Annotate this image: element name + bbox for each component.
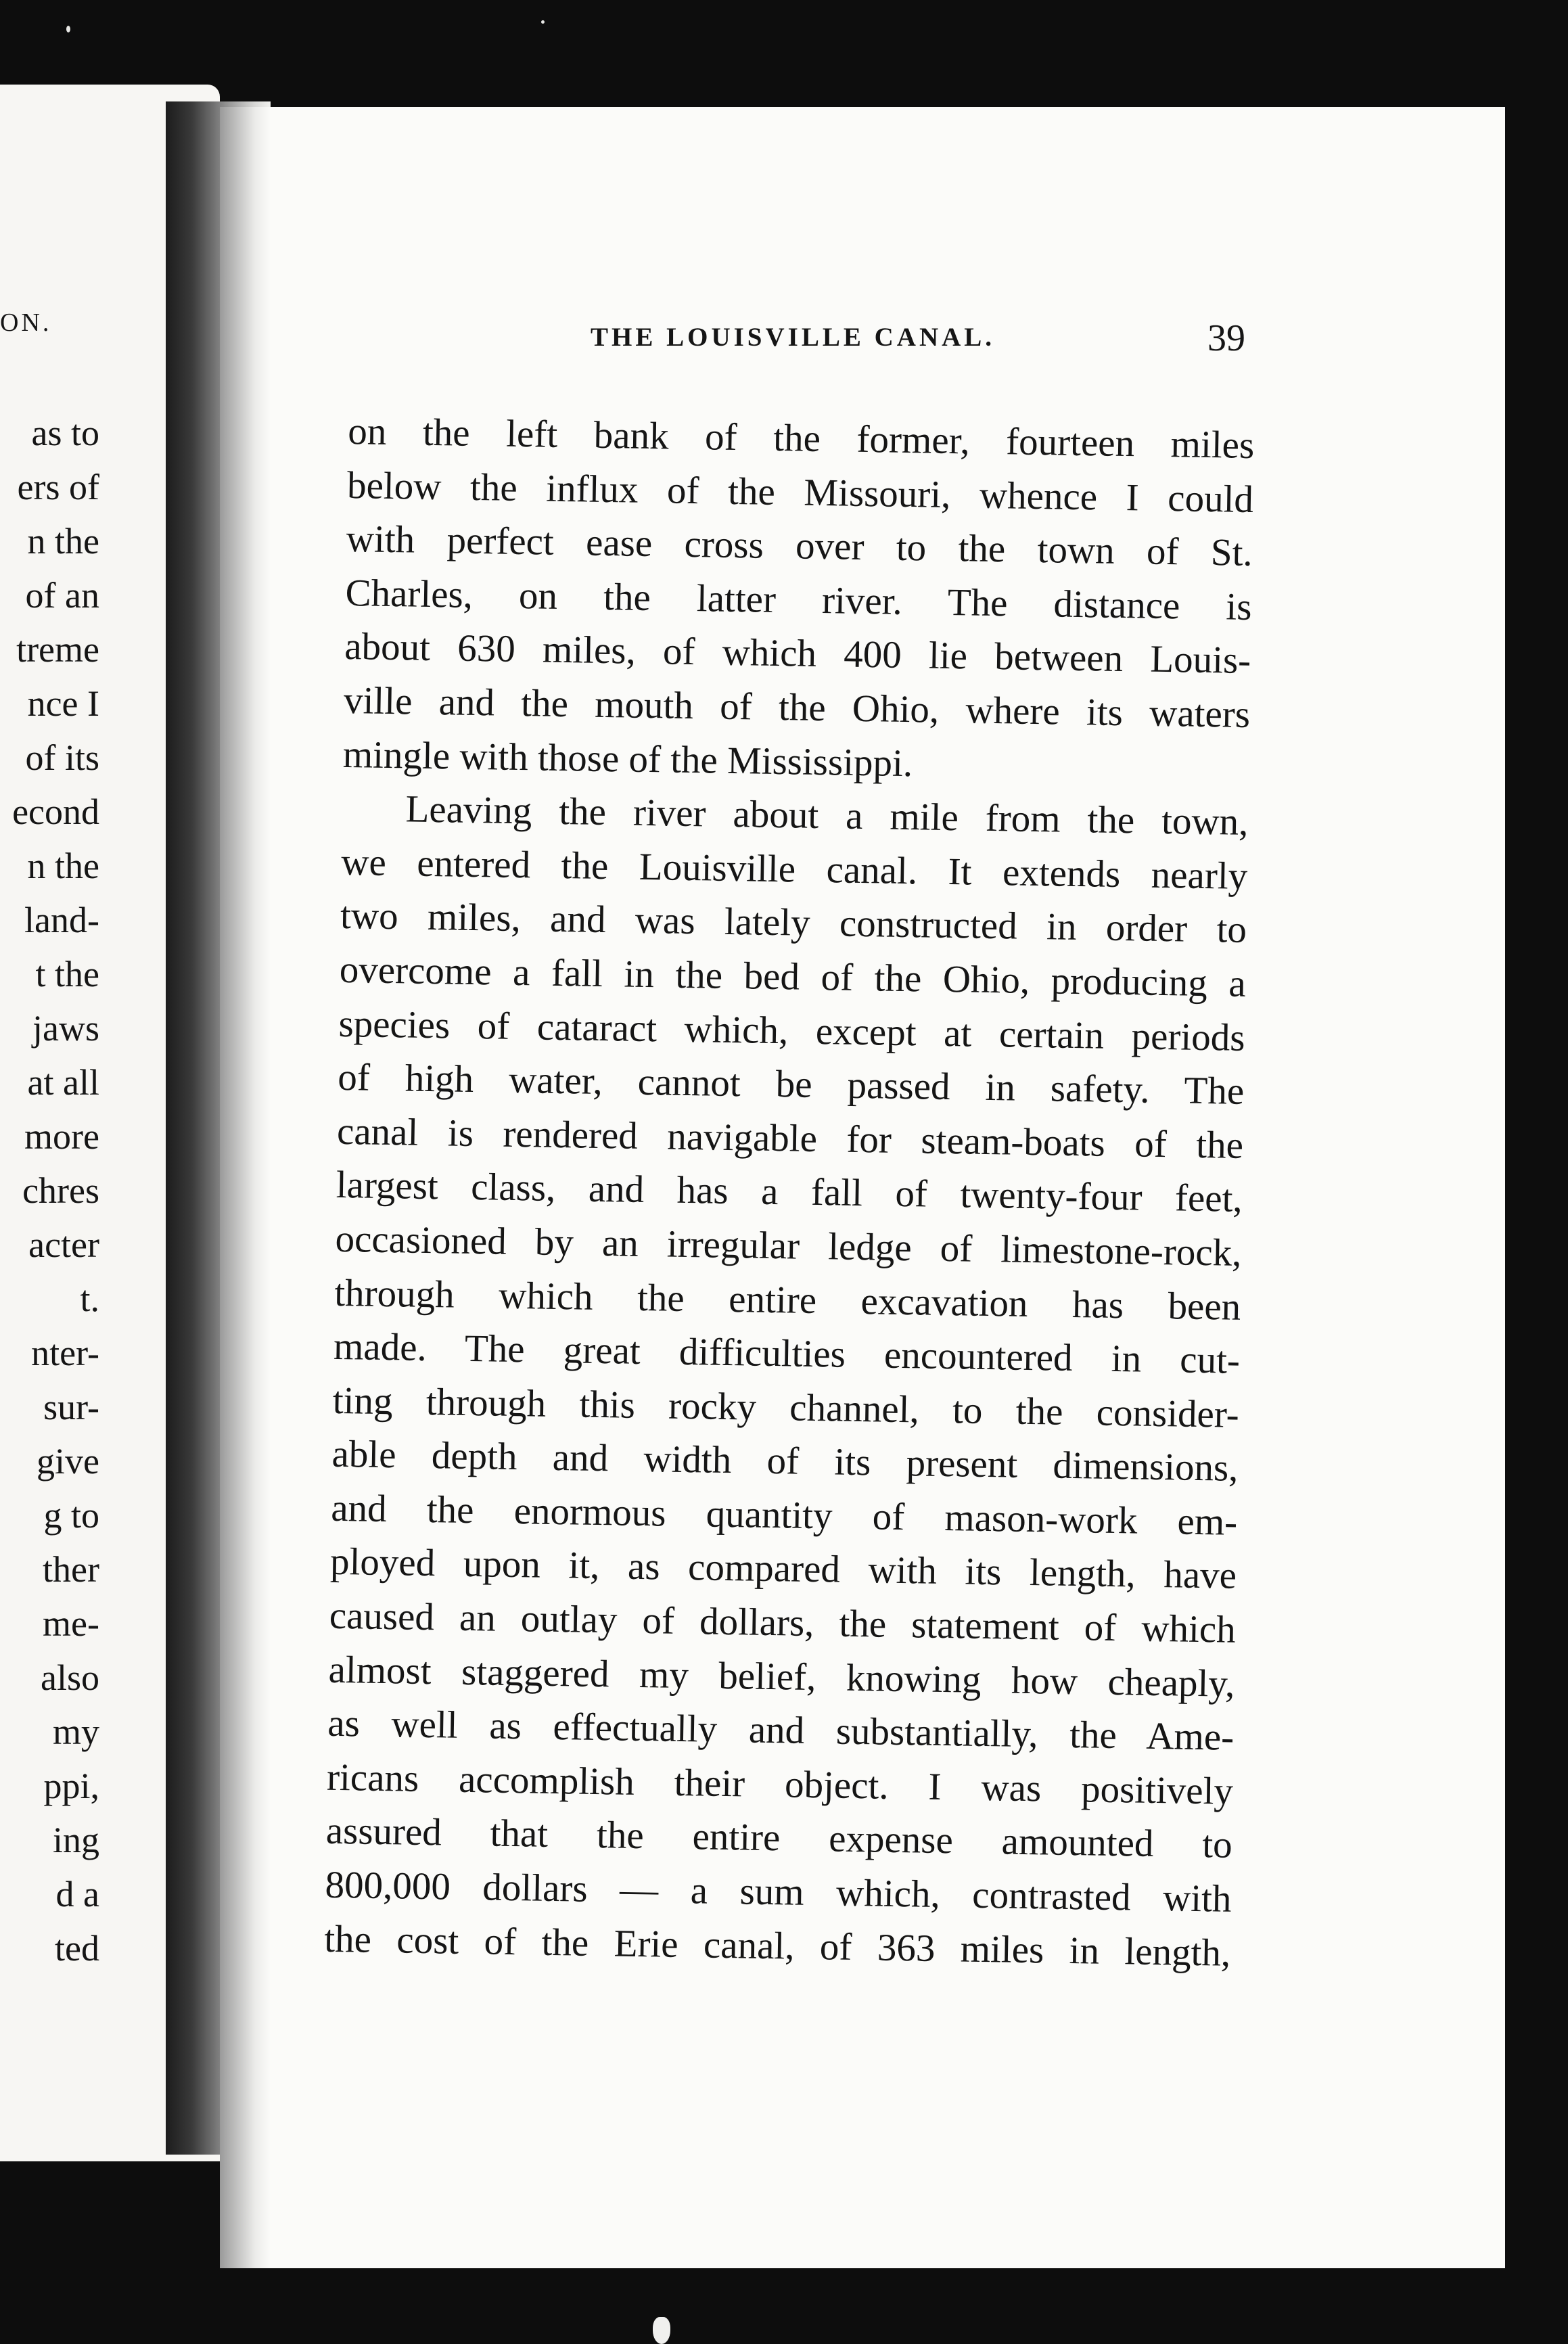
text-line: as well as effectually and substantially, the Ame- (327, 1702, 1235, 1760)
text-line: species of cataract which, except at certain periods (338, 1002, 1245, 1059)
page-header (220, 317, 1505, 369)
text-line: ville and the mouth of the Ohio, where its waters (343, 679, 1251, 736)
left-page-line-fragment: of its (25, 737, 99, 778)
left-page-line-fragment: econd (12, 791, 99, 832)
text-line: we entered the Louisville canal. It extends nearly (340, 840, 1248, 898)
left-page-line-fragment: n the (27, 846, 99, 886)
text-line: assured that the entire expense amounted to (325, 1810, 1233, 1867)
text-line: on the left bank of the former, fourteen miles (347, 409, 1255, 467)
left-page-line-fragment: ted (55, 1928, 99, 1969)
left-page-line-fragment: t. (80, 1279, 99, 1319)
left-page-line-fragment: give (37, 1441, 99, 1481)
left-page-line-fragment: also (41, 1657, 99, 1698)
left-page-text-fragments (12, 406, 99, 1975)
text-line: made. The great difficulties encountered in cut- (333, 1325, 1241, 1382)
left-page-line-fragment: ther (43, 1549, 99, 1590)
left-running-head-fragment: ON. (0, 308, 52, 337)
paragraph (342, 405, 1255, 796)
text-line: with perfect ease cross over to the town of St. (346, 518, 1253, 575)
left-page-line-fragment: as to (31, 413, 99, 453)
text-line: ting through this rocky channel, to the consider- (332, 1379, 1240, 1436)
body-text (324, 405, 1255, 1980)
text-line: ricans accomplish their object. I was positively (326, 1755, 1234, 1813)
left-page-line-fragment: more (24, 1116, 99, 1157)
scan-mark (653, 2317, 670, 2344)
text-line: and the enormous quantity of mason-work em- (330, 1486, 1238, 1544)
text-line: mingle with those of the Mississippi. (342, 733, 913, 785)
left-page-line-fragment: nce I (27, 683, 99, 724)
text-line: two miles, and was lately constructed in order to (340, 894, 1247, 952)
text-line: Leaving the river about a mile from the town, (405, 787, 1249, 844)
scan-speck (66, 26, 70, 32)
running-head: THE LOUISVILLE CANAL. (591, 323, 996, 352)
text-line: 800,000 dollars — a sum which, contrasted with (325, 1863, 1232, 1921)
text-line: largest class, and has a fall of twenty-four feet, (336, 1164, 1243, 1221)
text-line: occasioned by an irregular ledge of limestone-rock, (335, 1217, 1242, 1274)
left-page-line-fragment: acter (28, 1224, 99, 1265)
text-line: below the influx of the Missouri, whence I could (346, 463, 1254, 521)
text-line: about 630 miles, of which 400 lie between Louis- (344, 625, 1251, 683)
left-page-line-fragment: my (52, 1711, 99, 1752)
left-page-line-fragment: treme (16, 629, 99, 670)
left-page-line-fragment: land- (24, 900, 99, 940)
text-line: of high water, cannot be passed in safety. The (337, 1056, 1245, 1113)
text-line: almost staggered my belief, knowing how cheaply, (328, 1648, 1235, 1705)
scan-speck (541, 20, 545, 24)
left-page-line-fragment: ppi, (43, 1766, 99, 1806)
text-line: ployed upon it, as compared with its length, have (329, 1540, 1237, 1598)
left-page-line-fragment: of an (25, 575, 99, 616)
page-number: 39 (1207, 317, 1245, 359)
left-page-line-fragment: me- (43, 1603, 99, 1644)
text-line: canal is rendered navigable for steam-boats of the (336, 1109, 1244, 1167)
text-line: the cost of the Erie canal, of 363 miles in length, (323, 1917, 1231, 1975)
left-page-line-fragment: chres (22, 1170, 99, 1211)
paragraph (324, 781, 1249, 1980)
left-page-line-fragment: sur- (43, 1387, 99, 1427)
left-page-line-fragment: t the (35, 954, 99, 994)
text-line: Charles, on the latter river. The distance is (345, 571, 1252, 628)
left-page-line-fragment: at all (27, 1062, 99, 1103)
left-page-line-fragment: jaws (32, 1008, 99, 1049)
left-page-line-fragment: n the (27, 521, 99, 561)
left-page-line-fragment: g to (43, 1495, 99, 1536)
text-line: through which the entire excavation has been (333, 1271, 1241, 1329)
right-page (220, 107, 1505, 2268)
left-page-line-fragment: nter- (31, 1333, 99, 1373)
text-line: caused an outlay of dollars, the statement of which (329, 1594, 1237, 1651)
left-page-line-fragment: ers of (17, 467, 99, 507)
text-line: able depth and width of its present dimensions, (331, 1433, 1239, 1490)
left-page-line-fragment: ing (52, 1820, 99, 1860)
text-line: overcome a fall in the bed of the Ohio, producing a (339, 948, 1247, 1005)
left-page-line-fragment: d a (55, 1874, 99, 1914)
